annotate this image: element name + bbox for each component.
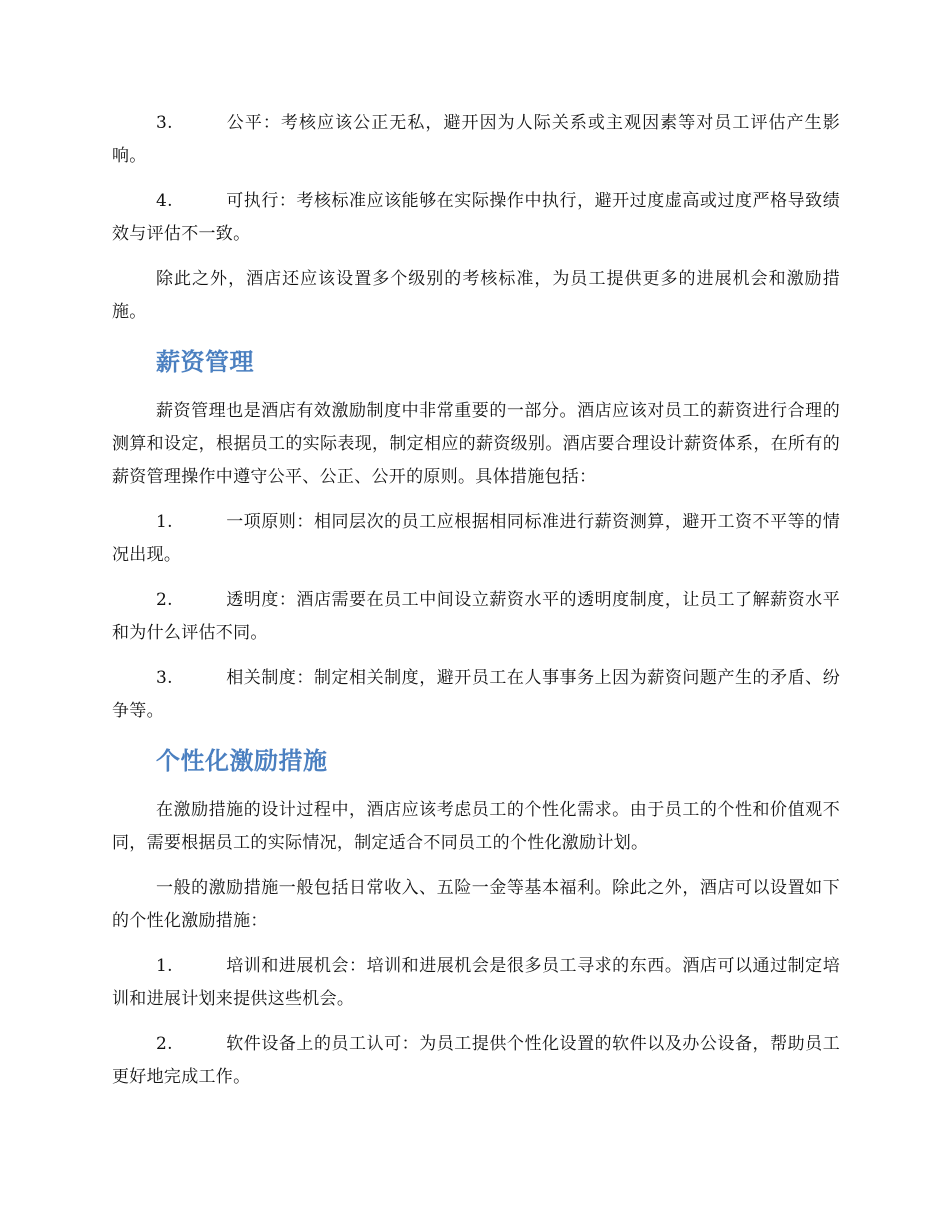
list-item-text: 一项原则：相同层次的员工应根据相同标准进行薪资测算，避开工资不平等的情况出现。 [112,512,840,565]
list-item [112,662,840,728]
list-item-text: 软件设备上的员工认可：为员工提供个性化设置的软件以及办公设备，帮助员工更好地完成工作。 [112,1034,840,1087]
list-number: 2. [156,590,173,610]
body-paragraph: 一般的激励措施一般包括日常收入、五险一金等基本福利。除此之外，酒店可以设置如下的个性化激励措施： [112,878,840,931]
list-number: 3. [156,113,173,133]
body-paragraph: 薪资管理也是酒店有效激励制度中非常重要的一部分。酒店应该对员工的薪资进行合理的测算和设定，根据员工的实际表现，制定相应的薪资级别。酒店要合理设计薪资体系，在所有的薪资管理操作中遵守公平、公正、公开的原则。具体措施包括： [112,401,840,487]
list-item [112,506,840,572]
list-number: 1. [156,956,173,976]
list-item-text: 透明度：酒店需要在员工中间设立薪资水平的透明度制度，让员工了解薪资水平和为什么评估不同。 [112,590,840,643]
body-paragraph: 在激励措施的设计过程中，酒店应该考虑员工的个性化需求。由于员工的个性和价值观不同，需要根据员工的实际情况，制定适合不同员工的个性化激励计划。 [112,800,840,853]
list-item-text: 可执行：考核标准应该能够在实际操作中执行，避开过度虚高或过度严格导致绩效与评估不一致。 [112,191,840,244]
list-item-text: 相关制度：制定相关制度，避开员工在人事事务上因为薪资问题产生的矛盾、纷争等。 [112,668,840,721]
section-heading-salary: 薪资管理 [156,348,254,376]
list-item [112,1028,840,1094]
list-item-text: 公平：考核应该公正无私，避开因为人际关系或主观因素等对员工评估产生影响。 [112,113,840,166]
section-heading-personalized-incentives: 个性化激励措施 [156,747,328,775]
list-number: 2. [156,1034,173,1054]
list-number: 3. [156,668,173,688]
list-item [112,185,840,251]
document-body [112,107,840,1106]
list-item [112,107,840,173]
list-item-text: 培训和进展机会：培训和进展机会是很多员工寻求的东西。酒店可以通过制定培训和进展计划来提供这些机会。 [112,956,840,1009]
list-item [112,950,840,1016]
list-item [112,584,840,650]
list-number: 1. [156,512,173,532]
body-paragraph: 除此之外，酒店还应该设置多个级别的考核标准，为员工提供更多的进展机会和激励措施。 [112,269,840,322]
list-number: 4. [156,191,173,211]
